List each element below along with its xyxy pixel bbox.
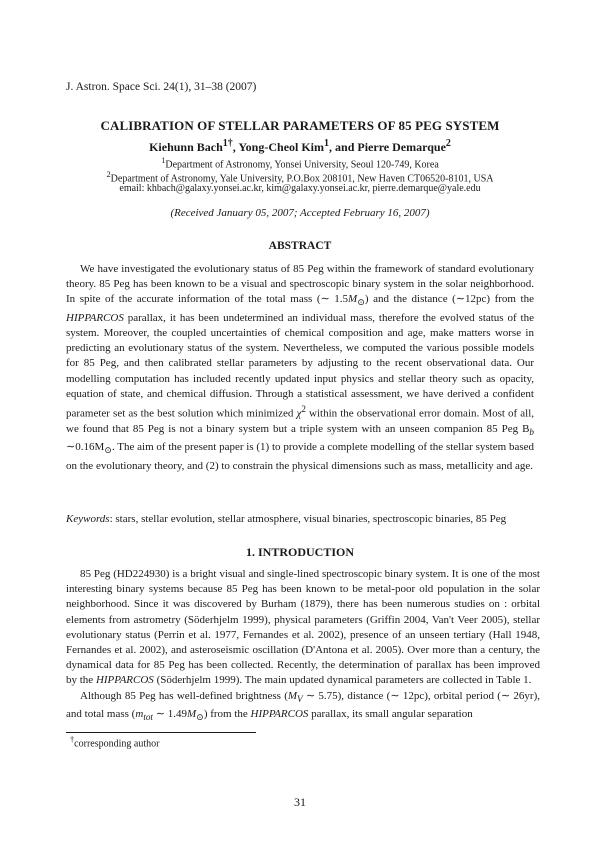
abstract-text: We have investigated the evolutionary status of 85 Peg within the framework of standard evolutionary theory. 85 Peg has been known to be a visual and spectroscopic binary system in the solar neighborhood. In spite of the accurate information of the total mass (∼ $1.5M_⊙$) and the distance (∼12pc) from the HIPPARCOS parallax, it has been undetermined an individual mass, therefore the evolved status of the system. Moreover, the coupled uncertainties of chemical composition and age, make matters worse in predicting an evolutionary status of the system. Nevertheless, we computed the various possible models for 85 Peg, and then calibrated stellar parameters by adjusting to the recent observational data. Our modelling computation has included recently updated input physics and stellar theory such as opacity, equation of state, and chemical diffusion. Through a statistical assessment, we have derived a confident parameter set as the best solution which minimized $\chi^2$ within the observational error domain. Most of all, we found that 85 Peg is not a binary system but a triple system with an unseen companion 85 Peg $B_b$ $\sim 0.16M_⊙$. The aim of the present paper is (1) to provide a complete modelling of the stellar system based on the evolutionary theory, and (2) to constrain the physical dimensions such as mass, metallicity and age. — [66, 263, 535, 472]
affiliation-mark: 1 — [161, 156, 166, 165]
author-mark: 1 — [324, 138, 330, 149]
affiliation-mark: 2 — [106, 170, 111, 179]
journal-citation: J. Astron. Space Sci. 24(1), 31–38 (2007) — [66, 81, 257, 93]
footnote-text: corresponding author — [74, 738, 160, 750]
section-heading-introduction: 1. INTRODUCTION — [245, 545, 354, 559]
affiliation-text: Department of Astronomy, Yonsei University, Seoul 120-749, Korea — [165, 159, 439, 171]
author-name: Pierre Demarque — [357, 140, 446, 154]
keywords-label: Keywords — [66, 513, 110, 525]
abstract-heading: ABSTRACT — [268, 240, 332, 252]
author-name: Yong-Cheol Kim — [238, 140, 325, 154]
paragraph: 85 Peg (HD224930) is a bright visual and single-lined spectroscopic binary system. It is one of the most interesting binary systems because 85 Peg has been known to be metal-poor old population in the solar neighborhood. Since it was discovered by Burham (1879), there has been numerous studies on : orbital elements from astrometry (Söderhjelm 1999), physical parameters (Griffin 2004, Van't Veer 2005), stellar evolutionary status (Perrin et al. 1977, Fernandes et al. 2002), presence of an unseen tertiary (Hall 1948, Fernandes et al. 2002), and asteroseismic oscillation (D'Antona et al. 2005). Over more than a century, the dynamical data for 85 Peg has been collected. Recently, the determination of parallax has been improved by the HIPPARCOS (Söderhjelm 1999). The main updated dynamical parameters are collected in Table 1. — [66, 568, 540, 687]
author-list: Kiehunn Bach$^{1\dagger}$, Yong-Cheol Kim$^1$, and Pierre Demarque$^2$ — [149, 138, 451, 154]
keywords — [66, 513, 540, 525]
author-mark: 2 — [445, 138, 451, 149]
author-mark: 1† — [222, 138, 233, 149]
author-emails: email: khbach@galaxy.yonsei.ac.kr, kim@galaxy.yonsei.ac.kr, pierre.demarque@yale.edu — [119, 183, 481, 194]
page-number: 31 — [294, 795, 306, 809]
author-name: Kiehunn Bach — [149, 140, 223, 154]
affiliation-text: Department of Astronomy, Yale University, P.O.Box 208101, New Haven CT06520-8101, USA — [110, 173, 494, 185]
footnote-mark: † — [70, 735, 75, 744]
footnote — [70, 735, 159, 749]
introduction-text — [66, 567, 540, 725]
paper-title: CALIBRATION OF STELLAR PARAMETERS OF 85 PEG SYSTEM — [100, 118, 500, 133]
keywords-list: : stars, stellar evolution, stellar atmosphere, visual binaries, spectroscopic binaries, 85 Peg — [109, 513, 507, 525]
paragraph: Although 85 Peg has well-defined brightness ($M_V$ ∼ 5.75), distance (∼ 12pc), orbital period (∼ 26yr), and total mass ($m_{tot}$ ∼ $1.49M_⊙$) from the HIPPARCOS parallax, its small angular separation — [66, 689, 540, 723]
received-dates: (Received January 05, 2007; Accepted February 16, 2007) — [170, 207, 430, 219]
footnote-divider — [66, 732, 256, 733]
